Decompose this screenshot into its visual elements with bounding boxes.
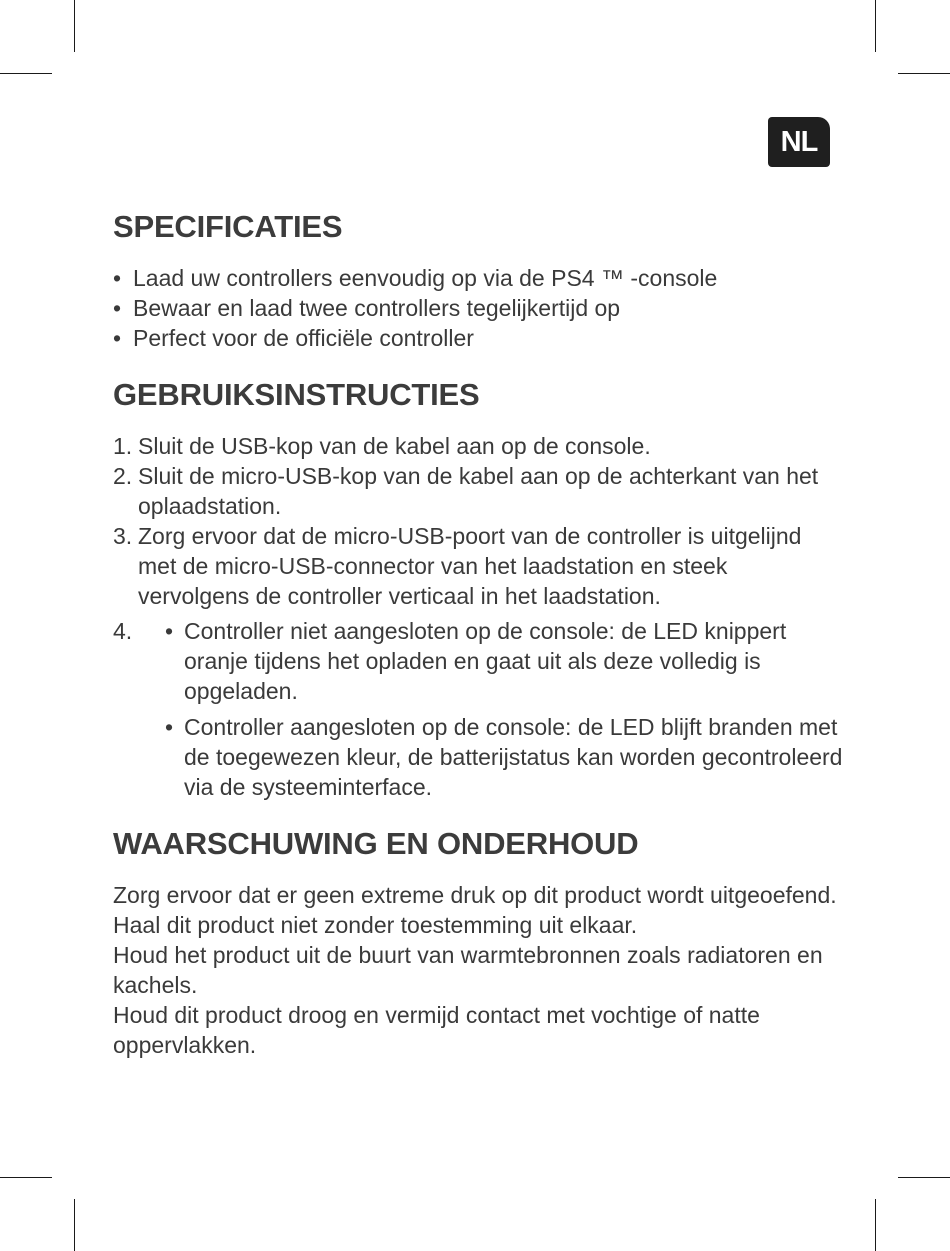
step-number: 4.	[113, 618, 133, 644]
sublist-item-text: Controller niet aangesloten op de console: de LED knippert oranje tijdens het opladen en gaat uit als deze volledig is opgeladen.	[184, 618, 787, 704]
step-number: 1.	[113, 433, 133, 459]
crop-mark-bottom-right-vertical	[875, 1199, 876, 1251]
bullet-icon: •	[113, 295, 122, 321]
step-number: 3.	[113, 523, 133, 549]
warning-text	[113, 880, 843, 1060]
list-item	[113, 323, 843, 353]
language-badge: NL	[768, 117, 830, 167]
warning-paragraph: Houd het product uit de buurt van warmtebronnen zoals radiatoren en kachels.	[113, 942, 823, 998]
crop-mark-bottom-right-horizontal	[898, 1177, 950, 1178]
sublist-item-text: Controller aangesloten op de console: de LED blijft branden met de toegewezen kleur, de batterijstatus kan worden gecontroleerd via de systeeminterface.	[184, 714, 843, 800]
step-item	[113, 461, 843, 521]
step-text: Sluit de micro-USB-kop van de kabel aan op de achterkant van het oplaadstation.	[138, 463, 819, 519]
crop-mark-bottom-left-vertical	[74, 1199, 75, 1251]
warning-paragraph: Houd dit product droog en vermijd contact met vochtige of natte oppervlakken.	[113, 1002, 760, 1058]
step-number: 2.	[113, 463, 133, 489]
list-item	[113, 263, 843, 293]
step-sublist	[165, 616, 843, 802]
list-item-text: Laad uw controllers eenvoudig op via de PS4 ™ -console	[133, 265, 718, 291]
bullet-icon: •	[113, 325, 122, 351]
crop-mark-top-right-vertical	[875, 0, 876, 52]
warning-paragraph: Zorg ervoor dat er geen extreme druk op dit product wordt uitgeoefend.	[113, 882, 837, 908]
sublist-item	[165, 616, 843, 706]
step-item	[113, 431, 843, 461]
warning-paragraph: Haal dit product niet zonder toestemming uit elkaar.	[113, 912, 638, 938]
step-text: Sluit de USB-kop van de kabel aan op de console.	[138, 433, 651, 459]
manual-content	[113, 207, 843, 1060]
list-item	[113, 293, 843, 323]
instructions-section	[113, 375, 843, 802]
instructions-heading: GEBRUIKSINSTRUCTIES	[113, 377, 480, 412]
bullet-icon: •	[165, 618, 174, 644]
crop-mark-top-left-vertical	[74, 0, 75, 52]
bullet-icon: •	[165, 714, 174, 740]
warning-section	[113, 824, 843, 1060]
list-item-text: Bewaar en laad twee controllers tegelijkertijd op	[133, 295, 621, 321]
crop-mark-bottom-left-horizontal	[0, 1177, 52, 1178]
warning-heading: WAARSCHUWING EN ONDERHOUD	[113, 826, 639, 861]
crop-mark-top-right-horizontal	[898, 73, 950, 74]
step-item	[113, 616, 843, 802]
sublist-item	[165, 712, 843, 802]
crop-mark-top-left-horizontal	[0, 73, 52, 74]
list-item-text: Perfect voor de officiële controller	[133, 325, 474, 351]
instructions-list	[113, 431, 843, 802]
specifications-heading: SPECIFICATIES	[113, 209, 343, 244]
bullet-icon: •	[113, 265, 122, 291]
specifications-list	[113, 263, 843, 353]
step-text: Zorg ervoor dat de micro-USB-poort van de controller is uitgelijnd met de micro-USB-connector van het laadstation en steek vervolgens de controller verticaal in het laadstation.	[138, 523, 802, 609]
specifications-section	[113, 207, 843, 353]
step-item	[113, 521, 843, 611]
